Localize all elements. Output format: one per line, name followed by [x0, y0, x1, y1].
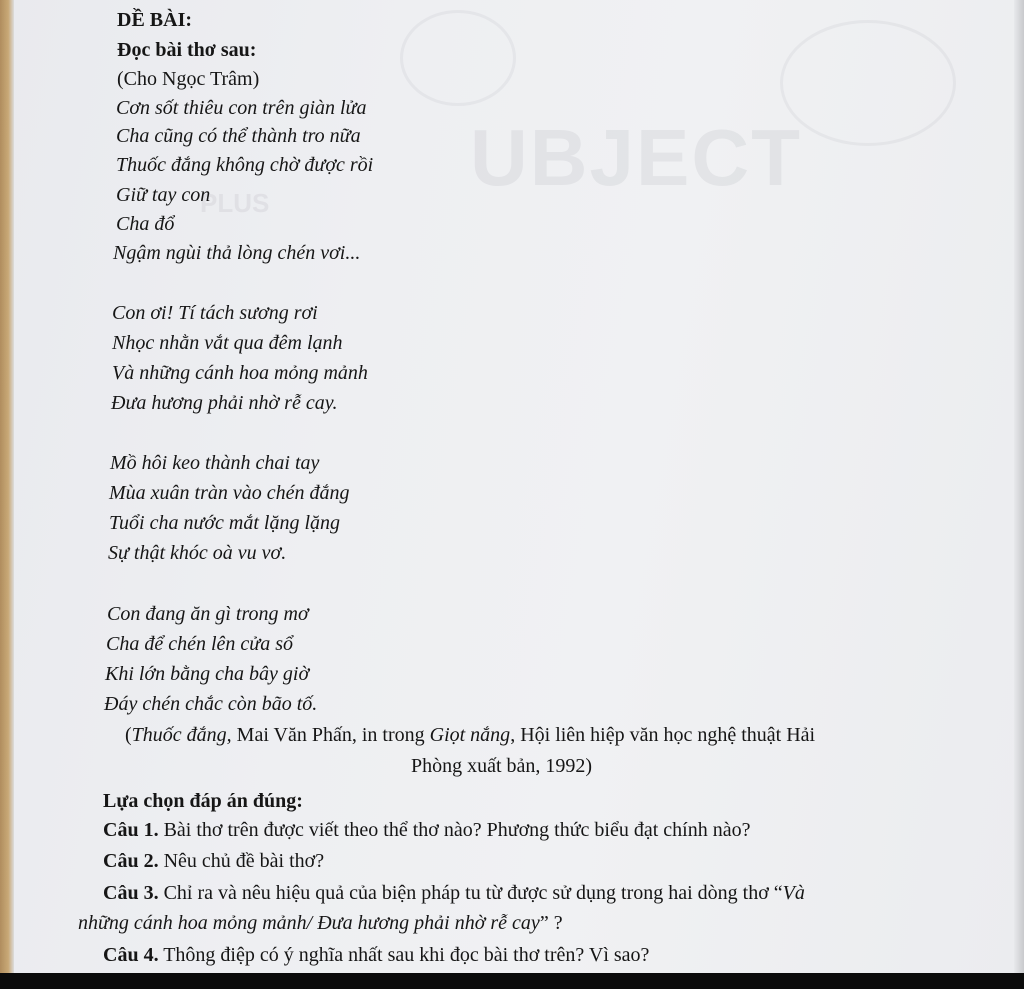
poem-line: Ngậm ngùi thả lòng chén vơi...	[113, 242, 361, 264]
page-left-edge	[0, 0, 14, 973]
poem-line: Mồ hôi keo thành chai tay	[110, 452, 320, 474]
bottom-dark-strip	[0, 973, 1024, 989]
show-through-word-small: PLUS	[200, 188, 270, 218]
question-text: Chỉ ra và nêu hiệu quả của biện pháp tu từ được sử dụng trong hai dòng thơ “	[158, 882, 783, 904]
question-label: Câu 2.	[103, 850, 159, 872]
source-author: Mai Văn Phấn, in trong	[231, 724, 430, 746]
poem-line: Cha cũng có thể thành tro nữa	[116, 125, 361, 147]
questions-heading: Lựa chọn đáp án đúng:	[103, 790, 303, 812]
source-title: Thuốc đắng,	[131, 724, 232, 746]
question-label: Câu 4.	[103, 944, 159, 966]
poem-line: Thuốc đắng không chờ được rồi	[116, 154, 374, 176]
poem-line: Cha để chén lên cửa sổ	[106, 633, 293, 655]
show-through-word: UBJECT	[470, 113, 803, 202]
poem-line: Tuổi cha nước mắt lặng lặng	[109, 512, 341, 534]
source-open-paren: (	[125, 724, 132, 746]
poem-line: Cơn sốt thiêu con trên giàn lửa	[116, 97, 367, 119]
poem-line: Đáy chén chắc còn bão tố.	[104, 693, 318, 715]
source-citation-line-2: Phòng xuất bản, 1992)	[411, 755, 593, 777]
poem-line: Khi lớn bằng cha bây giờ	[105, 663, 310, 685]
show-through-circle-2	[780, 20, 956, 146]
show-through-circle	[400, 10, 516, 106]
instruction: Đọc bài thơ sau:	[117, 39, 257, 61]
question-quote: những cánh hoa mỏng mảnh/ Đưa hương phải nhờ rễ cay	[78, 912, 540, 934]
dedication: (Cho Ngọc Trâm)	[117, 68, 260, 90]
poem-line: Mùa xuân tràn vào chén đắng	[109, 482, 350, 504]
source-citation	[125, 723, 815, 747]
poem-line: Con ơi! Tí tách sương rơi	[112, 302, 318, 324]
question-text: Nêu chủ đề bài thơ?	[158, 850, 325, 872]
poem-line: Giữ tay con	[116, 184, 211, 206]
poem-line: Con đang ăn gì trong mơ	[107, 603, 309, 625]
poem-line: Sự thật khóc oà vu vơ.	[108, 542, 287, 564]
poem-line: Và những cánh hoa mỏng mảnh	[112, 362, 368, 384]
source-publisher: , Hội liên hiệp văn học nghệ thuật Hải	[510, 724, 816, 746]
question-2	[103, 849, 324, 873]
question-3-continued	[78, 911, 563, 935]
question-label: Câu 1.	[103, 819, 159, 841]
poem-line: Nhọc nhằn vắt qua đêm lạnh	[112, 332, 343, 354]
question-4	[103, 943, 649, 967]
question-quote-start: Và	[782, 882, 805, 904]
poem-line: Cha đổ	[116, 213, 175, 235]
heading: DỀ BÀI:	[117, 9, 193, 31]
poem-line: Đưa hương phải nhờ rễ cay.	[111, 392, 338, 414]
source-book: Giọt nắng	[429, 724, 511, 746]
question-tail: ” ?	[539, 912, 563, 934]
question-text: Thông điệp có ý nghĩa nhất sau khi đọc bài thơ trên? Vì sao?	[158, 944, 650, 966]
question-text: Bài thơ trên được viết theo thể thơ nào? Phương thức biểu đạt chính nào?	[158, 819, 751, 841]
page-right-edge	[1014, 0, 1024, 973]
question-3	[103, 881, 805, 905]
question-label: Câu 3.	[103, 882, 159, 904]
question-1	[103, 818, 750, 842]
